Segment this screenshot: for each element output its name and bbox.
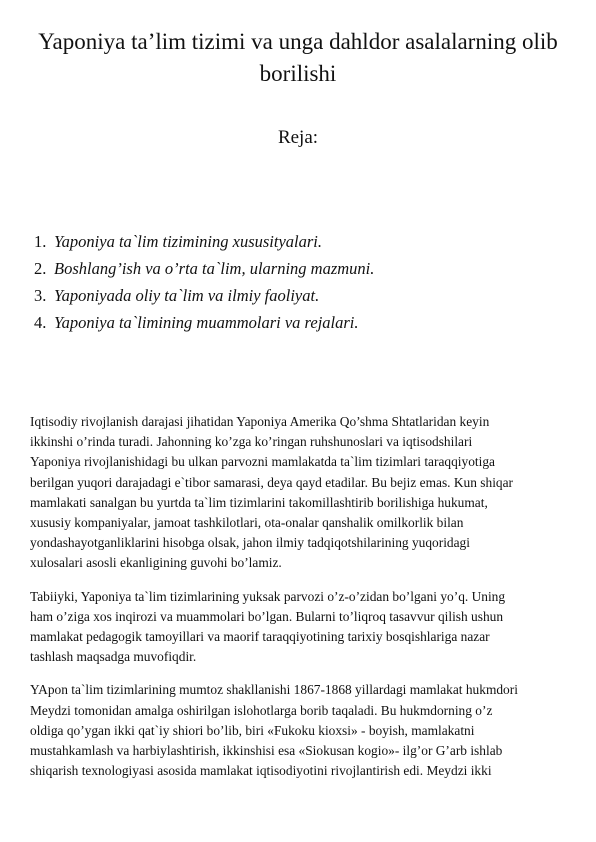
plan-list bbox=[34, 228, 374, 336]
paragraph-line: berilgan yuqori darajadagi e`tibor samarasi, deya qayd etadilar. Bu bejiz emas. Kun shiqar bbox=[30, 474, 514, 490]
paragraph-line: ham o’ziga xos inqirozi va muammolari bo’lgan. Bularni to’liqroq tasavvur qilish ushun bbox=[30, 608, 504, 624]
title-line: Yaponiya ta’lim tizimi va unga dahldor asalalarning olib bbox=[38, 29, 558, 54]
body-paragraph bbox=[30, 412, 570, 574]
plan-item bbox=[34, 309, 374, 336]
plan-item-number: 3. bbox=[34, 286, 47, 305]
paragraph-line: Meydzi tomonidan amalga oshirilgan islohotlarga borib taqaladi. Bu hukmdorning o’z bbox=[30, 702, 493, 718]
paragraph-line: yondashayotganliklarini hisobga olsak, jahon ilmiy tadqiqotshilarining yuqoridagi bbox=[30, 535, 470, 551]
paragraph-line: oldiga qo’ygan ikki qat`iy shiori bo’lib, biri «Fukoku kioxsi» - boyish, mamlakatni bbox=[30, 722, 475, 738]
paragraph-line: shiqarish texnologiyasi asosida mamlakat iqtisodiyotini rivojlantirish edi. Meydzi ikki bbox=[30, 763, 492, 779]
plan-item bbox=[34, 228, 374, 255]
plan-item bbox=[34, 282, 374, 309]
plan-item-number: 1. bbox=[34, 232, 47, 251]
body-paragraph bbox=[30, 587, 570, 668]
plan-item-number: 4. bbox=[34, 313, 47, 332]
paragraph-line: ikkinshi o’rinda turadi. Jahonning ko’zga ko’ringan ruhshunoslari va iqtisodshilari bbox=[30, 434, 473, 450]
paragraph-line: Yaponiya rivojlanishidagi bu ulkan parvozni mamlakatda ta`lim tizimlari taraqqiyotiga bbox=[30, 454, 495, 470]
paragraph-line: mamlakati sanalgan bu yurtda ta`lim tizimlarini takomillashtirib borilishiga hukumat, bbox=[30, 494, 488, 510]
document-body bbox=[30, 412, 570, 794]
plan-item bbox=[34, 255, 374, 282]
paragraph-line: YApon ta`lim tizimlarining mumtoz shakllanishi 1867-1868 yillardagi mamlakat hukmdori bbox=[30, 682, 518, 698]
plan-item-number: 2. bbox=[34, 259, 47, 278]
paragraph-line: xususiy kompaniyalar, jamoat tashkilotlari, ota-onalar qanshalik omilkorlik bilan bbox=[30, 515, 464, 531]
plan-item-text: Yaponiya ta`lim tizimining xususityalari. bbox=[54, 232, 322, 251]
plan-heading: Reja: bbox=[277, 127, 319, 148]
plan-item-text: Yaponiya ta`limining muammolari va rejalari. bbox=[54, 313, 359, 332]
body-paragraph bbox=[30, 680, 570, 781]
paragraph-line: mamlakat pedagogik tamoyillari va maorif taraqqiyotining tarixiy bosqishlariga nazar bbox=[30, 629, 490, 645]
paragraph-line: tashlash maqsadga muvofiqdir. bbox=[30, 649, 197, 665]
plan-item-text: Yaponiyada oliy ta`lim va ilmiy faoliyat. bbox=[54, 286, 320, 305]
plan-item-text: Boshlang’ish va o’rta ta`lim, ularning mazmuni. bbox=[54, 259, 375, 278]
title-line: borilishi bbox=[259, 61, 337, 86]
document-title bbox=[20, 26, 576, 90]
paragraph-line: Iqtisodiy rivojlanish darajasi jihatidan Yaponiya Amerika Qo’shma Shtatlaridan keyin bbox=[30, 414, 490, 429]
paragraph-line: Tabiiyki, Yaponiya ta`lim tizimlarining yuksak parvozi o’z-o’zidan bo’lgani yo’q. Uning bbox=[30, 588, 506, 604]
paragraph-line: xulosalari asosli ekanligining guvohi bo’lamiz. bbox=[30, 555, 282, 571]
paragraph-line: mustahkamlash va harbiylashtirish, ikkinshisi esa «Siokusan kogio»- ilg’or G’arb ishlab bbox=[30, 743, 503, 759]
